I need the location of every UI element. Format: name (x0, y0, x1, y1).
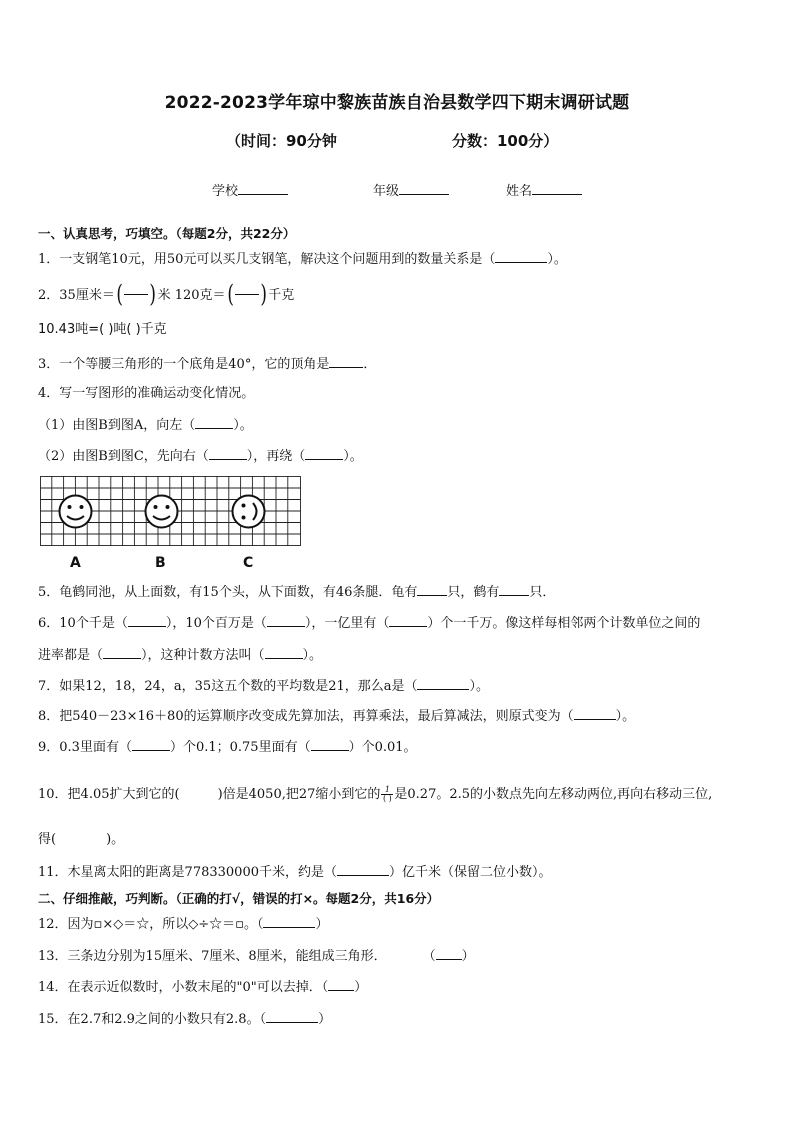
q6b-text-c: ）。 (302, 648, 323, 663)
smiley-face-a (60, 496, 92, 528)
figure-label-c: C (243, 555, 254, 571)
question-1 (38, 250, 567, 268)
q2-paren-open-2: ( (226, 280, 234, 308)
question-2b: 10.43吨=( )吨( )千克 (38, 322, 167, 337)
q8-blank (574, 707, 616, 720)
q4-2-blank-1 (209, 447, 247, 460)
q6b-blank-2 (265, 646, 303, 659)
q2-text-c: 千克 (268, 288, 295, 303)
q9-text-a: 9．0.3里面有（ (38, 740, 132, 755)
q10-fraction-denominator: ( ) (383, 794, 392, 803)
q4-1-text: （1）由图B到图A，向左（ (38, 418, 196, 433)
q5-text-a: 5．龟鹤同池，从上面数，有15个头，从下面数，有46条腿．龟有 (38, 585, 418, 600)
q9-text-c: ）个0.01。 (348, 740, 417, 755)
question-11 (38, 863, 552, 881)
q1-text: 1．一支钢笔10元，用50元可以买几支钢笔，解决这个问题用到的数量关系是（ (38, 252, 496, 267)
q2-fraction-blank-1 (124, 294, 148, 295)
q2-text-b: 米 120克＝ (157, 288, 226, 303)
q9-blank-2 (311, 738, 349, 751)
q10b-text-a: 得( (38, 832, 57, 847)
q1-blank (495, 250, 547, 263)
q10-fraction-numerator: 1 (384, 785, 390, 794)
q3-blank (329, 355, 363, 368)
q14-end: ） (354, 980, 368, 995)
q15-end: ） (318, 1012, 332, 1027)
question-10-continued (38, 832, 124, 848)
q2-paren-close-2: ) (260, 280, 267, 308)
question-3 (38, 355, 376, 373)
q13-text: 13．三条边分别为15厘米、7厘米、8厘米，能组成三角形． (38, 949, 387, 964)
q3-end: ． (363, 357, 377, 372)
q6b-text-b: ），这种计数方法叫（ (141, 648, 265, 663)
question-6-continued (38, 646, 322, 664)
grade-field (373, 180, 449, 199)
question-15 (38, 1010, 331, 1028)
q13-paren-open: （ (422, 949, 436, 964)
q9-text-b: ）个0.1；0.75里面有（ (169, 740, 311, 755)
face-grid-figure (40, 476, 301, 546)
q5-blank-1 (417, 583, 447, 596)
q6-blank-2 (267, 614, 305, 627)
q5-blank-2 (499, 583, 529, 596)
q6-text-b: ），10个百万是（ (165, 616, 267, 631)
q6-text-c: ），一亿里有（ (304, 616, 390, 631)
question-4-1 (38, 416, 253, 434)
q12-end: ） (315, 917, 329, 932)
q15-blank (266, 1010, 318, 1023)
question-13 (38, 947, 475, 965)
name-field (506, 180, 582, 199)
q2-paren-close: ) (149, 280, 157, 308)
question-10 (38, 786, 712, 803)
figure-label-a: A (70, 555, 81, 571)
q8-end: ）。 (615, 709, 636, 724)
q6b-text-a: 进率都是（ (38, 648, 104, 663)
q6-blank-1 (128, 614, 166, 627)
question-4-2 (38, 447, 363, 465)
q10-text-b: )倍是4050,把27缩小到它的 (217, 787, 381, 802)
q5-text-c: 只． (529, 585, 556, 600)
q4-1-end: ）。 (233, 418, 253, 433)
exam-score: 分数：100分） (452, 132, 559, 150)
name-blank (532, 182, 582, 195)
q14-text: 14．在表示近似数时，小数末尾的"0"可以去掉．（ (38, 980, 329, 995)
q9-blank-1 (132, 738, 170, 751)
q2-text-a: 2．35厘米＝ (38, 288, 115, 303)
page-title: 2022-2023学年琼中黎族苗族自治县数学四下期末调研试题 (164, 93, 630, 113)
question-2 (38, 280, 295, 308)
q10-fraction (381, 786, 393, 803)
figure-label-b: B (155, 555, 166, 571)
q6-text-d: ）个一千万。像这样每相邻两个计数单位之间的 (427, 616, 701, 631)
q14-blank (328, 978, 354, 991)
q13-blank (436, 947, 462, 960)
q4-2-text: （2）由图B到图C，先向右（ (38, 449, 209, 464)
q1-end: ）。 (547, 252, 567, 267)
q5-text-b: 只，鹤有 (447, 585, 500, 600)
q8-text: 8．把540－23×16＋80的运算顺序改变成先算加法，再算乘法，最后算减法，则原式变为（ (38, 709, 574, 724)
question-5 (38, 583, 555, 601)
grade-blank (399, 182, 449, 195)
q2-paren-open: ( (116, 280, 123, 308)
q6-text-a: 6．10个千是（ (38, 616, 128, 631)
section-1-heading: 一、认真思考，巧填空。（每题2分，共22分） (38, 226, 296, 241)
q12-text: 12．因为▫×◇＝☆，所以◇÷☆＝▫。（ (38, 917, 264, 932)
q7-end: ）。 (469, 679, 489, 694)
exam-time: （时间：90分钟 (226, 132, 337, 150)
q15-text: 15．在2.7和2.9之间的小数只有2.8。（ (38, 1012, 267, 1027)
q7-text: 7．如果12，18，24，a，35这五个数的平均数是21，那么a是（ (38, 679, 418, 694)
q6-blank-3 (389, 614, 427, 627)
school-field (212, 180, 288, 199)
question-6 (38, 614, 700, 632)
q4-2-mid: ），再绕（ (246, 449, 306, 464)
q6b-blank-1 (103, 646, 141, 659)
q12-blank (263, 915, 315, 928)
q4-2-end: ）。 (343, 449, 363, 464)
q10b-text-b: )。 (106, 832, 125, 847)
q7-blank (417, 677, 469, 690)
smiley-face-c (233, 496, 265, 528)
q10-text-a: 10．把4.05扩大到它的( (38, 787, 180, 802)
grade-label: 年级 (373, 184, 400, 199)
q4-2-blank-2 (305, 447, 343, 460)
q10-text-c: 是0.27。2.5的小数点先向左移动两位,再向右移动三位, (394, 787, 713, 802)
question-12 (38, 915, 328, 933)
smiley-face-b (146, 496, 178, 528)
name-label: 姓名 (506, 184, 533, 199)
question-14 (38, 978, 367, 996)
q11-blank (337, 863, 389, 876)
q4-1-blank (195, 416, 233, 429)
school-blank (238, 182, 288, 195)
q11-text: 11．木星离太阳的距离是778330000千米，约是（ (38, 865, 337, 880)
section-2-heading: 二、仔细推敲，巧判断。（正确的打√，错误的打×。每题2分，共16分） (38, 891, 440, 906)
question-9 (38, 738, 417, 756)
question-7 (38, 677, 489, 695)
q11-end: ）亿千米（保留二位小数）。 (388, 865, 552, 880)
q13-end: ） (461, 949, 475, 964)
school-label: 学校 (212, 184, 239, 199)
question-8 (38, 707, 635, 725)
q3-text: 3．一个等腰三角形的一个底角是40°，它的顶角是 (38, 357, 330, 372)
question-4: 4．写一写图形的准确运动变化情况。 (38, 386, 255, 401)
q2-fraction-blank-2 (235, 294, 259, 295)
